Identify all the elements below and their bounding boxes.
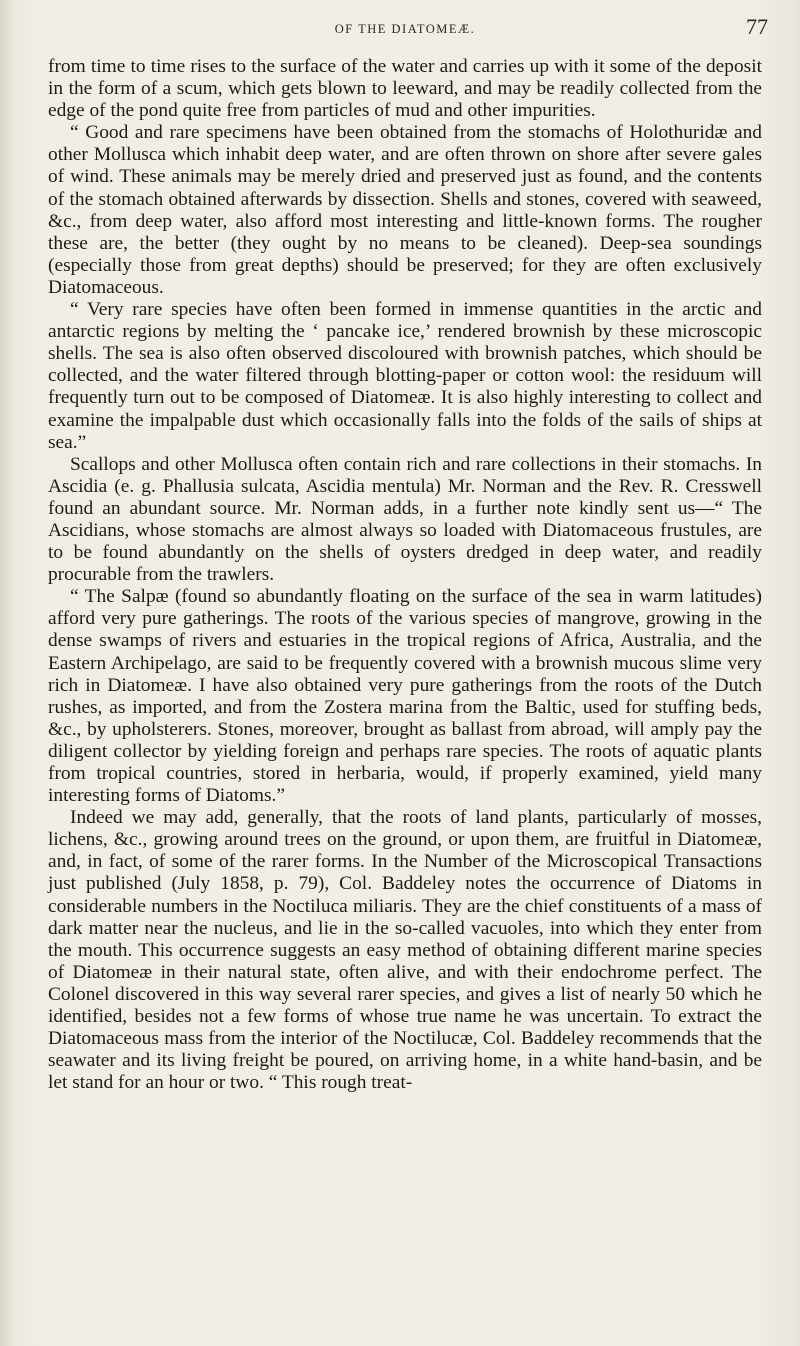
page-number: 77 bbox=[746, 14, 768, 39]
running-head: OF THE DIATOMEÆ. bbox=[334, 22, 476, 36]
paragraph-roots-of-land-plants: Indeed we may add, generally, that the roots of land plants, particularly of mosses, lichens, &c., growing around trees on the ground, or upon them, are fruitful in Diatomeæ, and, in fact, of some of the rarer forms. In the Number of the Microscopical Transactions just published (July 1858, p. 79), Col. Baddeley notes the occurrence of Diatoms in considerable numbers in the Noctiluca miliaris. They are the chief constituents of a mass of dark matter near the nucleus, and lie in the so-called vacuoles, into which they enter from the mouth. This occurrence suggests an easy method of obtaining different marine species of Diatomeæ in their natural state, often alive, and with their endochrome perfect. The Colonel discovered in this way several rarer species, and gives a list of nearly 50 which he identified, besides not a few forms of whose true name he was uncertain. To extract the Diatomaceous mass from the interior of the Noctilucæ, Col. Baddeley recommends that the seawater and its living freight be poured, on arriving home, in a white hand-basin, and be let stand for an hour or two. “ This rough treat- bbox=[48, 807, 762, 1094]
paragraph-holothuridae: “ Good and rare specimens have been obtained from the stomachs of Holothuridæ and other Mollusca which inhabit deep water, and are often thrown on shore after severe gales of wind. These animals may be merely dried and preserved just as found, and the contents of the stomach obtained afterwards by dissection. Shells and stones, covered with seaweed, &c., from deep water, also afford most interesting and little-known forms. The rougher these are, the better (they ought by no means to be cleaned). Deep-sea soundings (especially those from great depths) should be preserved; for they are often exclusively Diatomaceous. bbox=[48, 122, 762, 298]
paragraph-arctic-species: “ Very rare species have often been formed in immense quantities in the arctic and antarctic regions by melting the ‘ pancake ice,’ rendered brownish by these microscopic shells. The sea is also often observed discoloured with brownish patches, which should be collected, and the water filtered through blotting-paper or cotton wool: the residuum will frequently turn out to be composed of Diatomeæ. It is also highly interesting to collect and examine the impalpable dust which occasionally falls into the folds of the sails of ships at sea.” bbox=[48, 299, 762, 453]
paragraph-salpae: “ The Salpæ (found so abundantly floating on the surface of the sea in warm latitudes) afford very pure gatherings. The roots of the various species of mangrove, growing in the dense swamps of rivers and estuaries in the tropical regions of Africa, Australia, and the Eastern Archipelago, are said to be frequently covered with a brownish mucous slime very rich in Diatomeæ. I have also obtained very pure gatherings from the roots of the Dutch rushes, as imported, and from the Zostera marina from the Baltic, used for stuffing beds, &c., by upholsterers. Stones, moreover, brought as ballast from abroad, will amply pay the diligent collector by yielding foreign and perhaps rare species. The roots of aquatic plants from tropical countries, stored in herbaria, would, if properly examined, yield many interesting forms of Diatoms.” bbox=[48, 586, 762, 807]
page-header bbox=[40, 14, 770, 54]
paragraph-continuation: from time to time rises to the surface of the water and carries up with it some of the deposit in the form of a scum, which gets blown to leeward, and may be readily collected from the edge of the pond quite free from particles of mud and other impurities. bbox=[48, 56, 762, 122]
paragraph-scallops: Scallops and other Mollusca often contain rich and rare collections in their stomachs. In Ascidia (e. g. Phallusia sulcata, Ascidia mentula) Mr. Norman and the Rev. R. Cresswell found an abundant source. Mr. Norman adds, in a further note kindly sent us—“ The Ascidians, whose stomachs are almost always so loaded with Diatomaceous frustules, are to be found abundantly on the shells of oysters dredged in deep water, and readily procurable from the trawlers. bbox=[48, 453, 762, 586]
body-text bbox=[48, 56, 762, 1094]
